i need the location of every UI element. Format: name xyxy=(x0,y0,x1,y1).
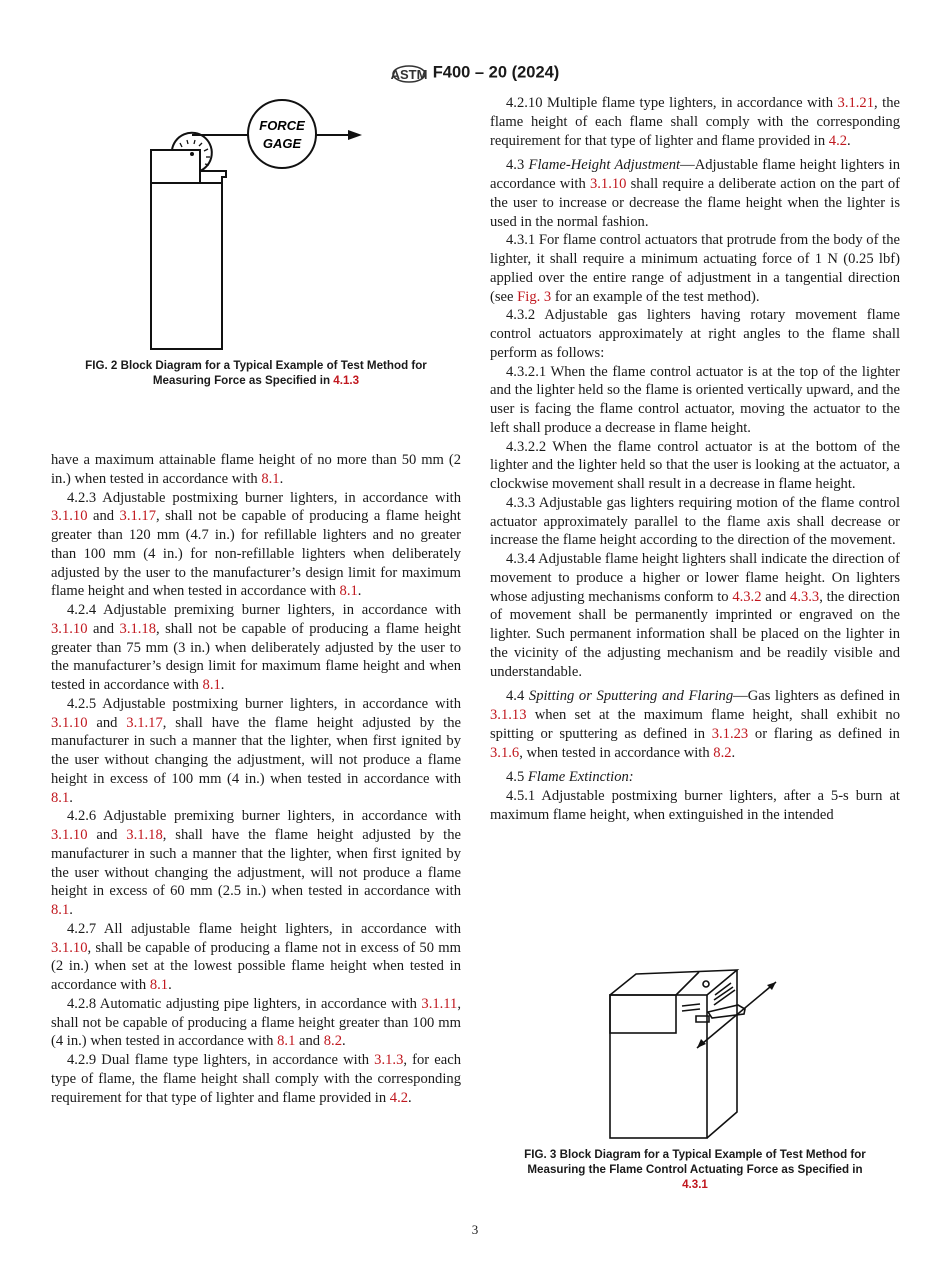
paragraph-text: , shall not be capable of producing a flame height greater than 100 mm (4 in.) when tested in accordance with xyxy=(51,995,461,1050)
paragraph xyxy=(51,920,461,995)
paragraph-text: 4.3.2.1 When the flame control actuator is at the top of the lighter and the lighter held so the flame is oriented vertically upward, and the user is facing the flame control actuator, moving the actuator to the left shall produce a decrease in flame height. xyxy=(490,363,900,436)
section-link[interactable]: 4.2 xyxy=(828,132,848,149)
paragraph xyxy=(490,687,900,762)
paragraph-text: , the direction of movement shall be permanently imprinted or engraved on the lighter. Such permanent information shall be placed on the lighter in the vicinity of the adjusting mechanism and be readily visible and understandable. xyxy=(490,588,900,680)
section-link[interactable]: 8.1 xyxy=(339,583,358,600)
right-column xyxy=(490,94,900,825)
paragraph-text: 4.2.4 Adjustable premixing burner lighters, in accordance with xyxy=(67,602,461,618)
section-link[interactable]: 3.1.17 xyxy=(126,714,163,731)
force-gage-circle xyxy=(248,100,316,168)
paragraph-text: for an example of the test method). xyxy=(551,288,760,305)
paragraph xyxy=(490,94,900,150)
section-link[interactable]: 3.1.10 xyxy=(589,176,627,192)
arrow-icon xyxy=(348,130,362,140)
paragraph-text: and xyxy=(87,508,120,525)
paragraph-text: , shall not be capable of producing a flame height greater than 75 mm (3 in.) when deliberately adjusted by the user to the manufacturer’s design limit for maximum flame height and when tested in accordance with xyxy=(51,620,461,693)
section-link[interactable]: 3.1.11 xyxy=(421,995,458,1012)
paragraph-text: 4.3.4 Adjustable flame height lighters shall indicate the direction of movement to produce a higher or lower flame height. On lighters whose adjusting mechanisms conform to xyxy=(490,551,900,605)
paragraph-text: 4.5 xyxy=(506,769,528,786)
paragraph-text: . xyxy=(220,677,225,693)
paragraph-text: 4.3.2 Adjustable gas lighters having rotary movement flame control actuators approximately at right angles to the flame shall perform as follows: xyxy=(490,307,900,361)
caption-line: FIG. 2 Block Diagram for a Typical Example of Test Method for xyxy=(85,359,427,372)
paragraph-text: and xyxy=(87,827,127,843)
paragraph-text: 4.3.1 For flame control actuators that protrude from the body of the lighter, it shall require a minimum actuating force of 1 N (0.25 lbf) applied over the entire range of adjustment in a tangential direction (see xyxy=(490,232,900,305)
section-title: Flame-Height Adjustment xyxy=(528,157,681,174)
paragraph xyxy=(51,451,461,489)
section-link[interactable]: 4.3.2 xyxy=(732,588,762,605)
section-link[interactable]: 4.2 xyxy=(389,1089,409,1106)
paragraph-text: 4.2.7 All adjustable flame height lighters, in accordance with xyxy=(67,920,461,937)
paragraph-text: , when tested in accordance with xyxy=(519,744,714,761)
paragraph-text: 4.2.10 Multiple flame type lighters, in accordance with xyxy=(506,95,838,111)
section-link[interactable]: 4.3.3 xyxy=(790,588,820,605)
section-link[interactable]: 8.1 xyxy=(261,470,280,487)
section-link[interactable]: 3.1.10 xyxy=(51,939,88,956)
paragraph-text: , the flame height of each flame shall comply with the corresponding requirement for that type of lighter and flame provided in xyxy=(490,95,900,149)
figure-2-diagram xyxy=(140,95,380,355)
document-designation: F400 – 20 (2024) xyxy=(432,63,560,82)
section-link[interactable]: 3.1.17 xyxy=(119,508,156,525)
paragraph-text: . xyxy=(342,1033,346,1050)
paragraph-text: 4.3 xyxy=(506,157,529,174)
paragraph-text: . xyxy=(357,583,362,600)
paragraph-text: 4.2.5 Adjustable postmixing burner lighters, in accordance with xyxy=(67,695,461,712)
figure-3-diagram xyxy=(600,962,790,1147)
astm-logo-icon xyxy=(391,58,427,88)
paragraph-text: 4.2.9 Dual flame type lighters, in accordance with xyxy=(67,1052,375,1068)
section-link[interactable]: Fig. 3 xyxy=(517,288,552,305)
paragraph xyxy=(51,807,461,920)
section-link[interactable]: 8.1 xyxy=(202,677,221,693)
actuator-lever xyxy=(200,171,226,183)
paragraph-text: 4.3.2.2 When the flame control actuator is at the bottom of the lighter and the lighter held so that the user is looking at the actuator, a clockwise movement shall result in a decrease in flame height. xyxy=(490,438,900,492)
section-title: Spitting or Sputtering and Flaring xyxy=(528,688,734,705)
section-link[interactable]: 3.1.6 xyxy=(490,744,520,761)
section-link[interactable]: 3.1.3 xyxy=(374,1052,404,1068)
paragraph xyxy=(51,601,461,695)
paragraph xyxy=(490,787,900,825)
section-link[interactable]: 3.1.23 xyxy=(711,725,749,742)
paragraph-text: . xyxy=(847,132,851,149)
paragraph-text: 4.3.3 Adjustable gas lighters requiring motion of the flame control actuator approximately parallel to the flame axis shall decrease or increase the flame height according to the direction of the movement. xyxy=(490,494,900,549)
page-number: 3 xyxy=(471,1222,479,1237)
section-link[interactable]: 8.1 xyxy=(277,1033,296,1050)
paragraph-text: and xyxy=(87,714,127,731)
section-link[interactable]: 3.1.18 xyxy=(126,827,163,843)
figure-3-caption xyxy=(490,1147,900,1192)
caption-line: FIG. 3 Block Diagram for a Typical Example of Test Method for xyxy=(524,1148,866,1161)
paragraph-text: , shall not be capable of producing a flame height greater than 120 mm (4.7 in.) for refillable lighters and no greater than 100 mm (4 in.) for non-refillable lighters when deliberately adjusted by the user to the manufacturer’s design limit for maximum flame height and when tested in accordance with xyxy=(51,508,461,600)
arrow-icon xyxy=(697,1039,706,1048)
paragraph xyxy=(51,695,461,808)
paragraph-text: shall require a deliberate action on the part of the user to increase or decrease the flame height when the lighter is used in the normal fashion. xyxy=(490,176,900,230)
paragraph-text: 4.4 xyxy=(506,688,529,705)
section-link[interactable]: 3.1.21 xyxy=(837,95,874,111)
section-link[interactable]: 3.1.18 xyxy=(119,620,156,637)
paragraph-text: and xyxy=(761,588,791,605)
paragraph-text: , shall be capable of producing a flame not in excess of 50 mm (2 in.) when set at the lowest possible flame height when tested in accordance with xyxy=(51,939,461,993)
section-link[interactable]: 4.3.1 xyxy=(682,1178,708,1191)
paragraph-text: . xyxy=(279,470,284,487)
paragraph xyxy=(490,231,900,306)
paragraph xyxy=(490,363,900,438)
paragraph-text: and xyxy=(87,620,120,637)
paragraph xyxy=(490,494,900,550)
paragraph-text: 4.2.8 Automatic adjusting pipe lighters, in accordance with xyxy=(67,995,422,1012)
adjustment-wheel xyxy=(172,133,212,171)
paragraph-text: 4.5.1 Adjustable postmixing burner lighters, after a 5-s burn at maximum flame height, when extinguished in the intended xyxy=(490,788,900,823)
section-link[interactable]: 3.1.13 xyxy=(490,707,527,723)
section-link[interactable]: 3.1.10 xyxy=(51,714,88,731)
gage-label-1: FORCE xyxy=(259,118,305,133)
paragraph-text: . xyxy=(69,789,73,806)
paragraph-text: 4.2.6 Adjustable premixing burner lighters, in accordance with xyxy=(67,808,461,825)
paragraph-text: have a maximum attainable flame height of no more than 50 mm (2 in.) when tested in accordance with xyxy=(51,452,461,487)
paragraph-text: , shall have the flame height adjusted by the manufacturer in such a manner that the lighter, when first ignited by the user without changing the adjustment, will not produce a flame height in excess of 100 mm (4 in.) when tested in accordance with xyxy=(51,714,461,787)
paragraph-text: and xyxy=(295,1033,324,1050)
section-link[interactable]: 8.1 xyxy=(51,902,70,918)
paragraph-text: , for each type of flame, the flame height shall comply with the corresponding requirement for that type of lighter and flame provided in xyxy=(51,1052,461,1106)
paragraph xyxy=(490,438,900,494)
paragraph xyxy=(490,306,900,362)
paragraph xyxy=(490,550,900,681)
caption-line: Measuring the Flame Control Actuating Force as Specified in xyxy=(527,1163,863,1176)
paragraph-text: or flaring as defined in xyxy=(748,725,900,742)
paragraph-text: when set at the maximum flame height, shall exhibit no spitting or sputtering as defined in xyxy=(490,707,900,742)
section-link[interactable]: 8.2 xyxy=(323,1033,342,1050)
section-link[interactable]: 8.1 xyxy=(149,977,169,993)
section-link[interactable]: 3.1.10 xyxy=(51,508,88,525)
paragraph-text: . xyxy=(731,744,736,761)
paragraph-text: —Adjustable flame height lighters in accordance with xyxy=(490,157,900,192)
gage-label-2: GAGE xyxy=(262,136,302,151)
section-title: Flame Extinction: xyxy=(527,769,634,786)
paragraph-text: . xyxy=(408,1089,412,1106)
lighter-body xyxy=(151,183,222,349)
caption-line: Measuring Force as Specified in xyxy=(152,374,334,387)
section-link[interactable]: 8.1 xyxy=(51,789,70,806)
paragraph-text: , shall have the flame height adjusted by the manufacturer in such a manner that the lighter, when first ignited by the user without changing the adjustment, will not produce a flame height in excess of 60 mm (2.5 in.) when tested in accordance with xyxy=(51,827,461,900)
left-column xyxy=(51,451,461,1107)
paragraph xyxy=(51,995,461,1051)
section-link[interactable]: 4.1.3 xyxy=(333,374,360,387)
svg-text:ASTM: ASTM xyxy=(390,67,427,82)
section-link[interactable]: 3.1.10 xyxy=(51,827,88,843)
paragraph-text: . xyxy=(69,902,73,918)
page-header xyxy=(0,58,950,88)
section-link[interactable]: 8.2 xyxy=(713,744,732,761)
paragraph xyxy=(490,156,900,231)
paragraph-text: . xyxy=(168,977,172,993)
paragraph xyxy=(51,1051,461,1107)
section-link[interactable]: 3.1.10 xyxy=(51,620,88,637)
paragraph xyxy=(51,489,461,602)
paragraph xyxy=(490,768,900,787)
figure-2-caption xyxy=(51,358,461,388)
paragraph-text: 4.2.3 Adjustable postmixing burner lighters, in accordance with xyxy=(67,489,461,506)
paragraph-text: —Gas lighters as defined in xyxy=(733,688,901,705)
